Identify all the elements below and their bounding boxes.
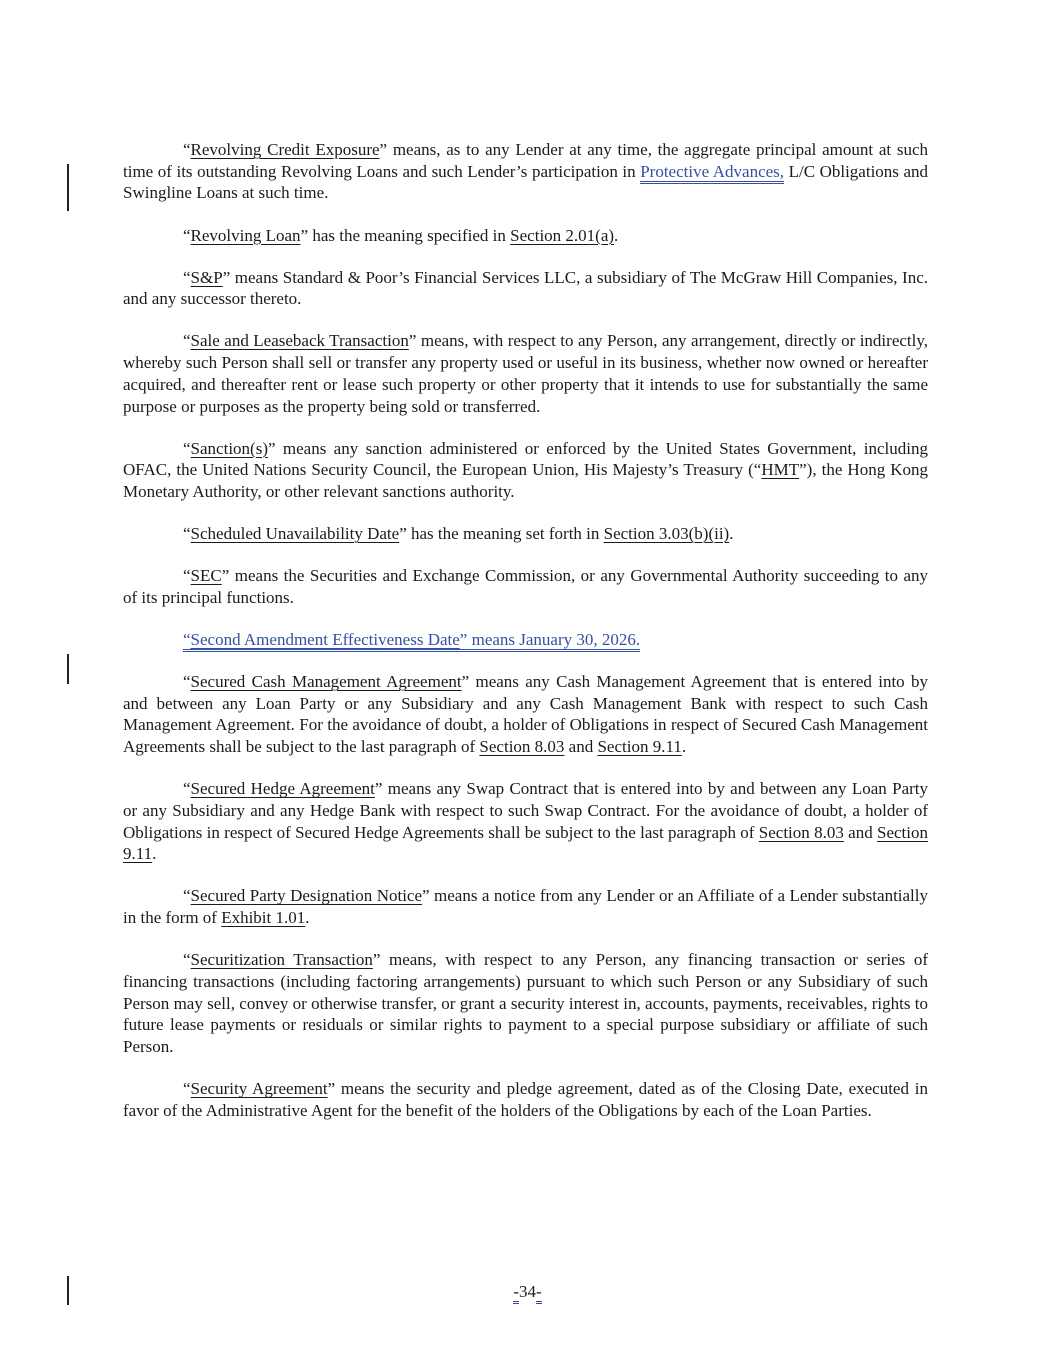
- defined-term: Securitization Transaction: [190, 950, 373, 970]
- body-text: .: [681, 737, 687, 757]
- section-reference: Section 8.03: [479, 737, 565, 757]
- definition-s-and-p: [123, 267, 928, 310]
- definition-sanctions: [123, 438, 928, 503]
- definition-sale-and-leaseback-transaction: [123, 330, 928, 417]
- quote-mark: “: [183, 140, 191, 159]
- defined-term: Secured Cash Management Agreement: [190, 672, 462, 692]
- quote-mark: “: [183, 950, 191, 970]
- definition-secured-hedge-agreement: [123, 778, 928, 865]
- quote-mark: “: [183, 225, 191, 245]
- defined-term: Sale and Leaseback Transaction: [190, 331, 409, 351]
- defined-term: Sanction(s): [190, 438, 268, 458]
- body-text: ” means the Securities and Exchange Commission, or any Governmental Authority succeeding to any of its principal functions.: [123, 566, 928, 607]
- body-text: ” means any Swap Contract that is entered into by and between any Loan Party or any Subsidiary and any Hedge Bank with respect to such Swap Contract. For the avoidance of doubt, a holder of Obligations in respect of Secured Hedge Agreements shall be subject to the last paragraph of: [123, 779, 928, 842]
- defined-term: Secured Party Designation Notice: [190, 886, 423, 906]
- quote-mark: “: [183, 267, 191, 287]
- body-text: and: [564, 737, 598, 757]
- quote-mark: “: [183, 886, 191, 906]
- quote-mark: “: [183, 779, 191, 799]
- body-text: ” means, as to any Lender at any time, the aggregate principal amount at such time of its outstanding Revolving Loans and such Lender’s participation in: [123, 140, 929, 181]
- quote-mark: “: [183, 1079, 191, 1099]
- body-text: ” means, with respect to any Person, any financing transaction or series of financing transactions (including factoring arrangements) pursuant to which such Person or any Subsidiary of such Person may sell, convey or otherwise transfer, or grant a security interest in, accounts, payments, receivables, rights to future lease payments or residuals or similar rights to payment to a special purpose subsidiary or affiliate of such Person.: [123, 950, 928, 1057]
- inserted-quote-mark: “: [183, 630, 191, 652]
- page-number-hyphen-inserted: -: [513, 1282, 519, 1304]
- quote-mark: “: [183, 566, 191, 586]
- inserted-text: ” means January 30, 2026.: [460, 630, 640, 652]
- change-bar: [67, 654, 69, 684]
- defined-term: S&P: [190, 267, 223, 287]
- definition-secured-cash-management-agreement: [123, 671, 928, 758]
- definition-securitization-transaction: [123, 949, 928, 1058]
- page-number: 34: [519, 1282, 536, 1301]
- definition-security-agreement: [123, 1078, 928, 1121]
- definition-scheduled-unavailability-date: [123, 523, 928, 545]
- body-text: ” means any sanction administered or enforced by the United States Government, including OFAC, the United Nations Security Council, the European Union, His Majesty’s Treasury (“: [123, 438, 928, 480]
- section-reference: Section 3.03(b)(ii): [603, 524, 730, 544]
- change-bar: [67, 164, 69, 211]
- quote-mark: “: [183, 438, 191, 458]
- section-reference: Section 8.03: [758, 822, 844, 842]
- definition-second-amendment-effectiveness-date: [123, 629, 928, 651]
- page-footer: [0, 1281, 1055, 1303]
- inserted-defined-term: Second Amendment Effectiveness Date: [191, 630, 460, 652]
- page-number-hyphen-inserted: -: [536, 1282, 542, 1304]
- section-reference: Section 9.11: [597, 737, 682, 757]
- defined-term: Scheduled Unavailability Date: [190, 524, 400, 544]
- body-text: .: [729, 524, 734, 544]
- exhibit-reference: Exhibit 1.01: [221, 908, 306, 928]
- defined-term: Security Agreement: [190, 1079, 328, 1099]
- definition-secured-party-designation-notice: [123, 885, 928, 928]
- body-text: ” means any Cash Management Agreement that is entered into by and between any Loan Party or any Subsidiary and any Cash Management Bank with respect to such Cash Management Agreement. For the avoidance of doubt, a holder of Obligations in respect of Secured Cash Management Agreements shall be subject to the last paragraph of: [123, 672, 928, 757]
- quote-mark: “: [183, 524, 191, 544]
- body-text: ” means a notice from any Lender or an Affiliate of a Lender substantially in the form of: [123, 886, 929, 928]
- body-text: L/C Obligations and Swingline Loans at such time.: [123, 161, 929, 203]
- body-text: ” means, with respect to any Person, any arrangement, directly or indirectly, whereby such Person shall sell or transfer any property used or useful in its business, whether now owned or hereafter acquired, and thereafter rent or lease such property or other property that it intends to use for substantially the same purpose or purposes as the property being sold or transferred.: [123, 331, 928, 416]
- section-reference: Section 9.11: [123, 822, 929, 864]
- body-text: ” means the security and pledge agreement, dated as of the Closing Date, executed in favor of the Administrative Agent for the benefit of the holders of the Obligations by each of the Loan Parties.: [123, 1079, 928, 1120]
- body-text: ”), the Hong Kong Monetary Authority, or other relevant sanctions authority.: [123, 460, 928, 501]
- defined-term: Revolving Credit Exposure: [190, 140, 380, 159]
- quote-mark: “: [183, 331, 191, 351]
- definition-revolving-loan: [123, 225, 928, 247]
- definition-sec: [123, 565, 928, 608]
- body-text: ” means Standard & Poor’s Financial Services LLC, a subsidiary of The McGraw Hill Companies, Inc. and any successor thereto.: [123, 267, 928, 309]
- section-reference: Section 2.01(a): [510, 225, 615, 245]
- defined-term: Secured Hedge Agreement: [190, 779, 375, 799]
- body-text: .: [614, 225, 619, 245]
- body-text: ” has the meaning specified in: [300, 225, 511, 245]
- document-body: [123, 139, 928, 1122]
- defined-term: SEC: [190, 566, 222, 586]
- defined-term: Revolving Loan: [190, 225, 301, 245]
- body-text: .: [305, 908, 310, 928]
- body-text: and: [843, 822, 878, 842]
- inserted-text: Protective Advances,: [640, 162, 784, 184]
- body-text: .: [152, 844, 157, 864]
- body-text: ” has the meaning set forth in: [399, 524, 604, 544]
- quote-mark: “: [183, 672, 191, 692]
- definition-revolving-credit-exposure: [123, 139, 928, 204]
- defined-term: HMT: [761, 460, 800, 480]
